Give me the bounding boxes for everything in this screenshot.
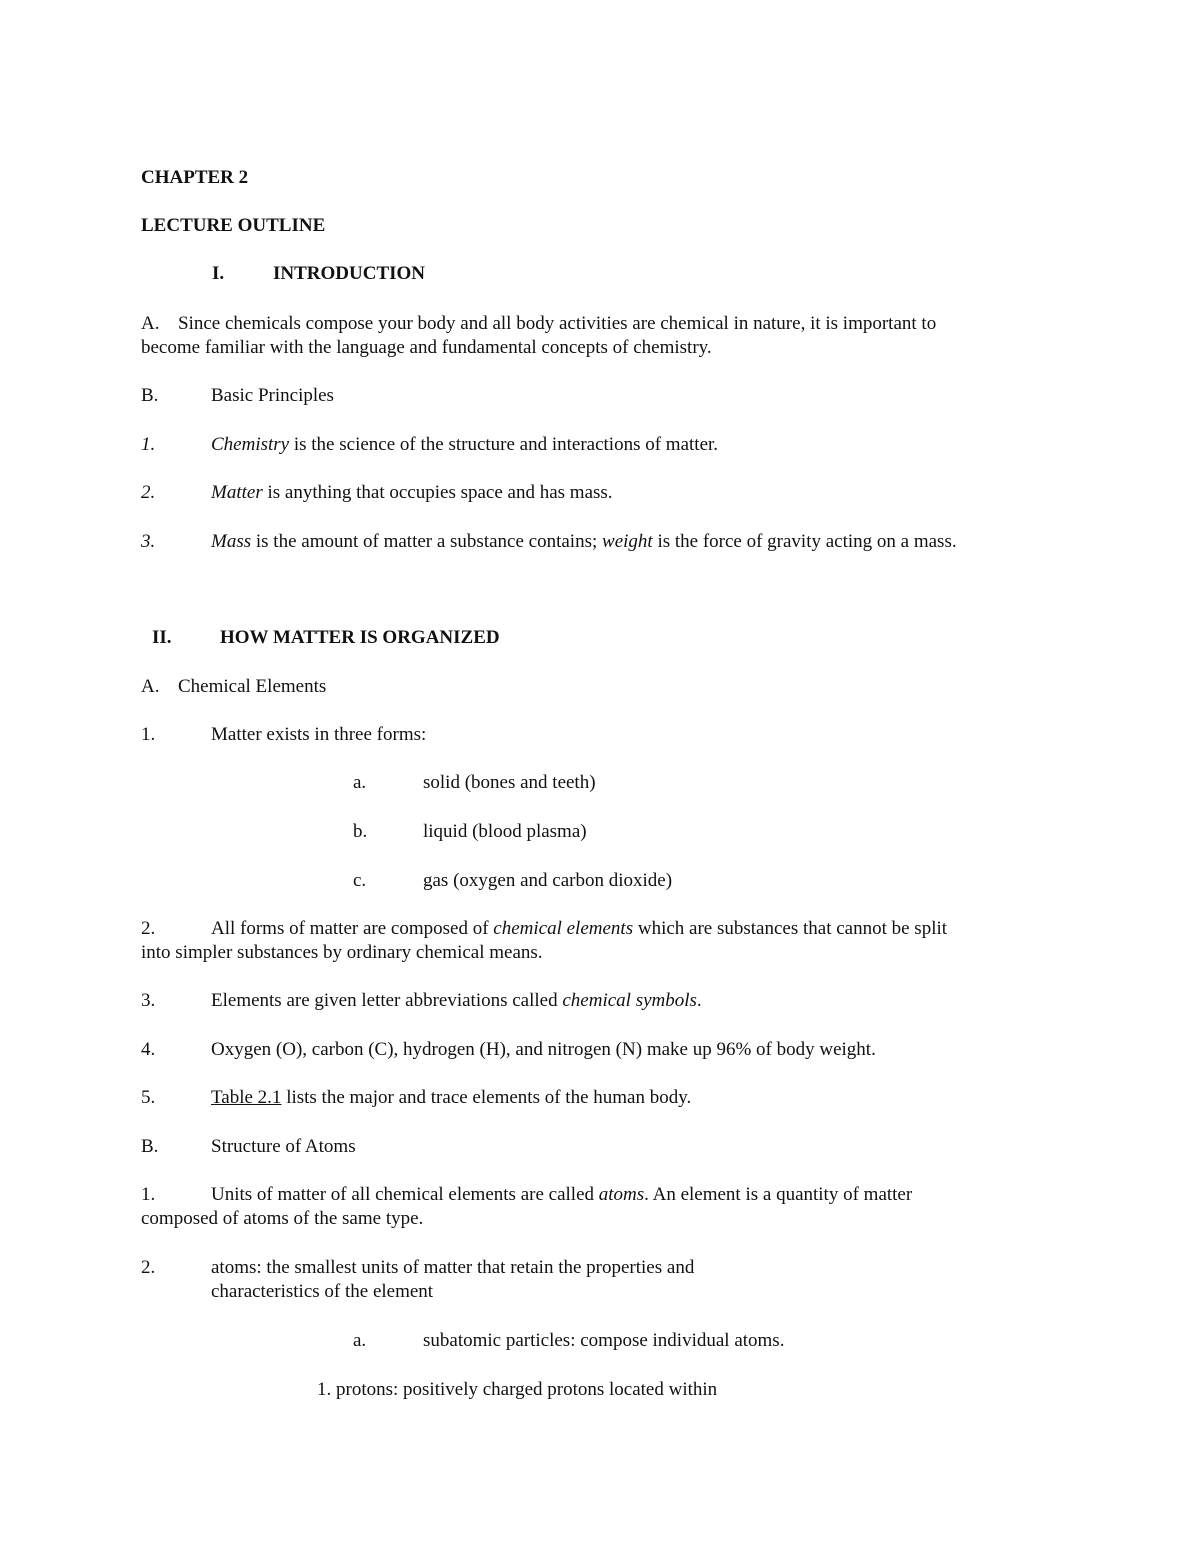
principle-3-rest: is the amount of matter a substance contains; (251, 531, 603, 552)
chapter-heading: CHAPTER 2 (141, 167, 249, 188)
principle-3-text (211, 530, 957, 554)
principle-1-text (211, 433, 718, 457)
principle-2-rest: is anything that occupies space and has mass. (262, 482, 613, 503)
item-1-text: Matter exists in three forms: (211, 724, 427, 745)
atoms-1-term: atoms (598, 1184, 645, 1205)
subatomic-letter: a. (353, 1330, 367, 1351)
atoms-2-line2: characteristics of the element (211, 1281, 434, 1302)
section-1-number: I. (212, 263, 225, 284)
elements-a-text: Chemical Elements (178, 676, 327, 697)
atoms-b-text: Structure of Atoms (211, 1136, 356, 1157)
intro-a-line2: become familiar with the language and fundamental concepts of chemistry. (141, 337, 712, 358)
item-5-text (211, 1086, 691, 1110)
form-a-text: solid (bones and teeth) (423, 772, 596, 793)
intro-b-text: Basic Principles (211, 385, 334, 406)
outline-heading: LECTURE OUTLINE (141, 215, 326, 236)
principle-1-term: Chemistry (211, 434, 290, 455)
atoms-1-line2: composed of atoms of the same type. (141, 1208, 424, 1229)
section-2-number: II. (152, 627, 172, 648)
principle-1-number: 1. (141, 434, 156, 455)
item-1-number: 1. (141, 724, 156, 745)
item-2-line1 (211, 917, 947, 941)
atoms-1-post: . An element is a quantity of matter (644, 1184, 913, 1205)
principle-3-number: 3. (141, 531, 156, 552)
form-b-text: liquid (blood plasma) (423, 821, 587, 842)
principle-2-number: 2. (141, 482, 156, 503)
section-1-title: INTRODUCTION (273, 263, 426, 284)
atoms-1-number: 1. (141, 1184, 156, 1205)
atoms-1-line1 (211, 1183, 912, 1207)
principle-1-rest: is the science of the structure and interactions of matter. (289, 434, 719, 455)
principle-2-text (211, 481, 613, 505)
principle-3-rest2: is the force of gravity acting on a mass. (652, 531, 957, 552)
item-2-number: 2. (141, 918, 156, 939)
item-4-text: Oxygen (O), carbon (C), hydrogen (H), and nitrogen (N) make up 96% of body weight. (211, 1039, 876, 1060)
subatomic-text: subatomic particles: compose individual atoms. (423, 1330, 785, 1351)
item-3-number: 3. (141, 990, 156, 1011)
elements-a-label: A. (141, 676, 160, 697)
form-b-letter: b. (353, 821, 368, 842)
item-3-pre: Elements are given letter abbreviations called (211, 990, 563, 1011)
principle-3-term: Mass (211, 531, 252, 552)
item-5-number: 5. (141, 1087, 156, 1108)
principle-2-term: Matter (211, 482, 263, 503)
protons-text: 1. protons: positively charged protons located within (317, 1379, 718, 1400)
item-3-text (211, 989, 702, 1013)
intro-a-line1: Since chemicals compose your body and all body activities are chemical in nature, it is important to (178, 313, 937, 334)
item-2-post: which are substances that cannot be split (633, 918, 948, 939)
item-2-term: chemical elements (493, 918, 634, 939)
atoms-2-number: 2. (141, 1257, 156, 1278)
section-2-title: HOW MATTER IS ORGANIZED (220, 627, 500, 648)
item-2-line2: into simpler substances by ordinary chemical means. (141, 942, 543, 963)
table-2-1-link[interactable]: Table 2.1 (211, 1087, 282, 1108)
intro-b-label: B. (141, 385, 159, 406)
form-c-letter: c. (353, 870, 367, 891)
item-3-term: chemical symbols (562, 990, 697, 1011)
form-a-letter: a. (353, 772, 367, 793)
atoms-2-line1: atoms: the smallest units of matter that retain the properties and (211, 1257, 695, 1278)
item-2-pre: All forms of matter are composed of (211, 918, 494, 939)
intro-a-label: A. (141, 313, 160, 334)
item-3-post: . (696, 990, 702, 1011)
item-4-number: 4. (141, 1039, 156, 1060)
atoms-b-label: B. (141, 1136, 159, 1157)
atoms-1-pre: Units of matter of all chemical elements are called (211, 1184, 599, 1205)
item-5-post: lists the major and trace elements of the human body. (281, 1087, 692, 1108)
form-c-text: gas (oxygen and carbon dioxide) (423, 870, 673, 891)
principle-3-term2: weight (602, 531, 653, 552)
